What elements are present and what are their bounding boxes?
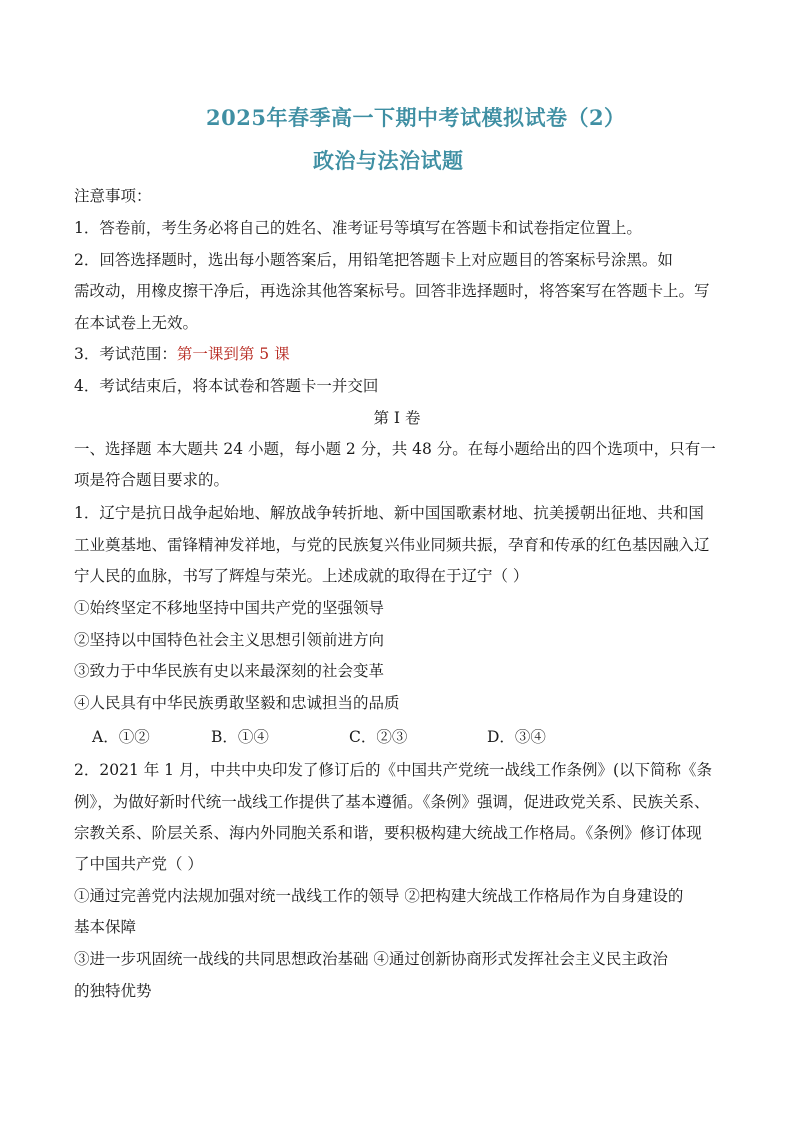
q2-statements-3-4-line-2: 的独特优势 — [74, 982, 152, 1000]
section-intro-line-2: 项是符合题目要求的。 — [74, 471, 230, 489]
q1-stem-line-1: 1．辽宁是抗日战争起始地、解放战争转折地、新中国国歌素材地、抗美援朝出征地、共和国 — [74, 504, 704, 522]
q1-stem-line-2: 工业奠基地、雷锋精神发祥地，与党的民族复兴伟业同频共振，孕育和传承的红色基因融入辽 — [74, 536, 710, 554]
q1-statement-4: ④人民具有中华民族勇敢坚毅和忠诚担当的品质 — [74, 694, 400, 712]
exam-title: 2025年春季高一下期中考试模拟试卷（2） — [206, 105, 626, 130]
q1-statement-2: ②坚持以中国特色社会主义思想引领前进方向 — [74, 631, 385, 649]
q1-option-d: D．③④ — [487, 728, 546, 746]
q2-statements-1-2-line-2: 基本保障 — [74, 918, 137, 936]
q1-option-a: A．①② — [92, 728, 150, 746]
volume-heading: 第 I 卷 — [373, 409, 421, 427]
notice-item-1: 1．答卷前，考生务必将自己的姓名、准考证号等填写在答题卡和试卷指定位置上。 — [74, 219, 642, 237]
q2-stem-line-1: 2．2021 年 1 月，中共中央印发了修订后的《中国共产党统一战线工作条例》(以下简称《条 — [74, 761, 713, 779]
q1-statement-3: ③致力于中华民族有史以来最深刻的社会变革 — [74, 662, 385, 680]
q1-statement-1: ①始终坚定不移地坚持中国共产党的坚强领导 — [74, 599, 385, 617]
q2-stem-line-2: 例》，为做好新时代统一战线工作提供了基本遵循。《条例》强调，促进政党关系、民族关系、 — [74, 793, 710, 811]
q2-stem-line-4: 了中国共产党（ ） — [74, 855, 203, 873]
section-intro-line-1: 一、选择题 本大题共 24 小题，每小题 2 分，共 48 分。在每小题给出的四个选项中，只有一 — [74, 440, 716, 458]
q1-option-b: B．①④ — [211, 728, 269, 746]
q2-stem-line-3: 宗教关系、阶层关系、海内外同胞关系和谐，要积极构建大统战工作格局。《条例》修订体现 — [74, 824, 702, 842]
q2-statements-3-4-line-1: ③进一步巩固统一战线的共同思想政治基础 ④通过创新协商形式发挥社会主义民主政治 — [74, 950, 668, 968]
q2-statements-1-2-line-1: ①通过完善党内法规加强对统一战线工作的领导 ②把构建大统战工作格局作为自身建设的 — [74, 887, 684, 905]
q1-option-c: C．②③ — [349, 728, 408, 746]
q1-stem-line-3: 宁人民的血脉，书写了辉煌与荣光。上述成就的取得在于辽宁（ ） — [74, 567, 529, 585]
exam-scope: 第一课到第 5 课 — [176, 345, 290, 363]
notice-item-2-line-3: 在本试卷上无效。 — [74, 314, 199, 332]
exam-subtitle: 政治与法治试题 — [313, 148, 464, 173]
notice-item-4: 4．考试结束后，将本试卷和答题卡一并交回 — [74, 377, 379, 395]
notice-item-3-label: 3．考试范围： — [74, 345, 177, 363]
notice-item-2-line-2: 需改动，用橡皮擦干净后，再选涂其他答案标号。回答非选择题时，将答案写在答题卡上。写 — [74, 282, 710, 300]
notice-heading: 注意事项： — [74, 187, 152, 205]
notice-item-2-line-1: 2．回答选择题时，选出每小题答案后，用铅笔把答题卡上对应题目的答案标号涂黑。如 — [74, 251, 673, 269]
notice-item-3 — [74, 344, 290, 364]
